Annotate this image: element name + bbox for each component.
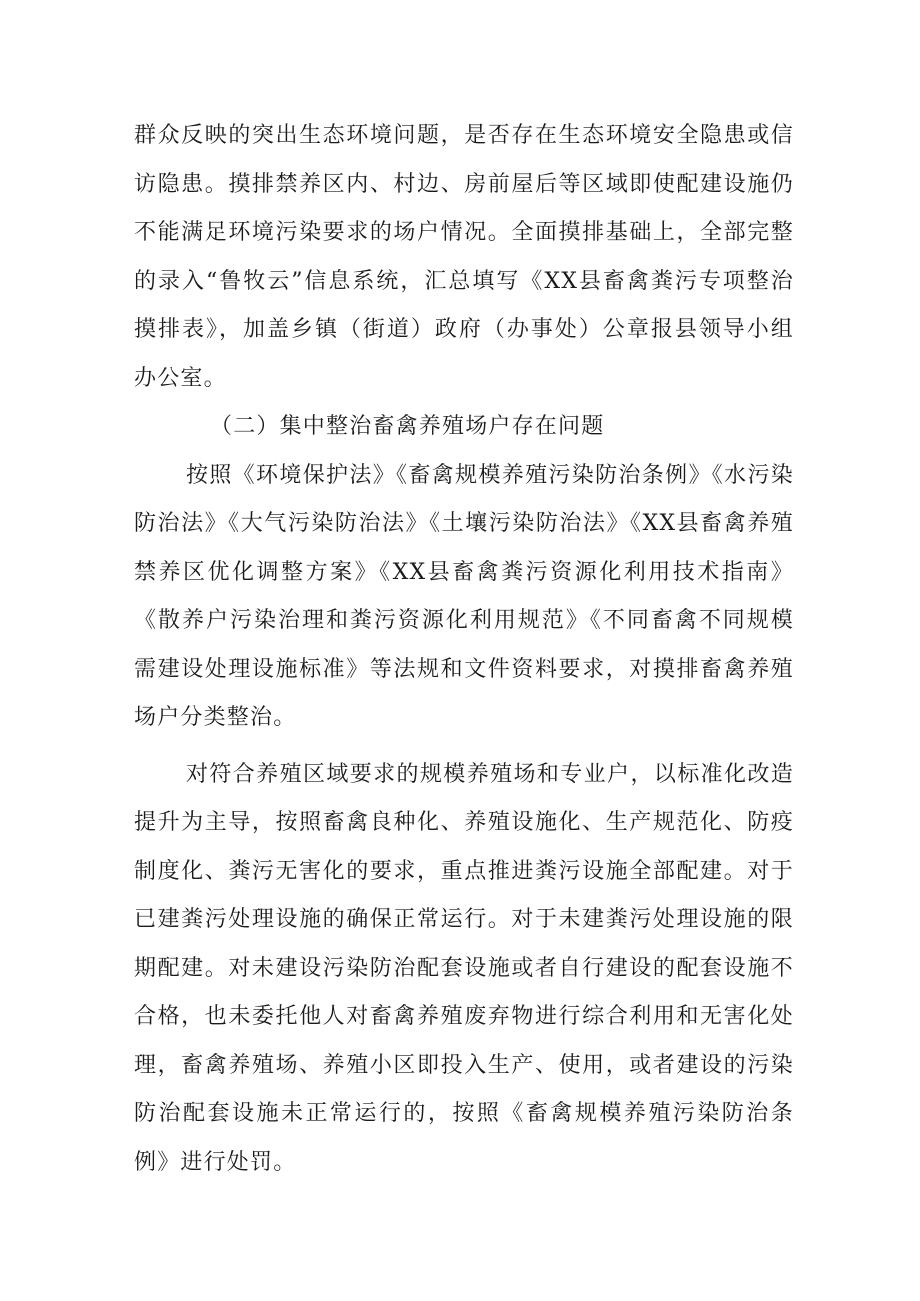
paragraph-rectification: 对符合养殖区域要求的规模养殖场和专业户，以标准化改造提升为主导，按照畜禽良种化、养殖设施化、生产规范化、防疫制度化、粪污无害化的要求，重点推进粪污设施全部配建。对于已建粪污处理设施的确保正常运行。对于未建粪污处理设施的限期配建。对未建设污染防治配套设施或者自行建设的配套设施不合格，也未委托他人对畜禽养殖废弃物进行综合利用和无害化处理，畜禽养殖场、养殖小区即投入生产、使用，或者建设的污染防治配套设施未正常运行的，按照《畜禽规模养殖污染防治条例》进行处罚。 (134, 761, 794, 1175)
section-heading-2: （二）集中整治畜禽养殖场户存在问题 (210, 414, 605, 439)
document-body (134, 112, 794, 1187)
paragraph-gap (134, 743, 794, 751)
paragraph-continued: 群众反映的突出生态环境问题，是否存在生态环境安全隐患或信访隐患。摸排禁养区内、村边、房前屋后等区域即使配建设施仍不能满足环境污染要求的场户情况。全面摸排基础上，全部完整的录入“鲁牧云”信息系统，汇总填写《XX县畜禽粪污专项整治摸排表》，加盖乡镇（街道）政府（办事处）公章报县领导小组办公室。 (134, 123, 794, 391)
paragraph-laws: 按照《环境保护法》《畜禽规模养殖污染防治条例》《水污染防治法》《大气污染防治法》《土壤污染防治法》《XX县畜禽养殖禁养区优化调整方案》《XX县畜禽粪污资源化利用技术指南》《散养户污染治理和粪污资源化利用规范》《不同畜禽不同规模需建设处理设施标准》等法规和文件资料要求，对摸排畜禽养殖场户分类整治。 (134, 462, 794, 730)
